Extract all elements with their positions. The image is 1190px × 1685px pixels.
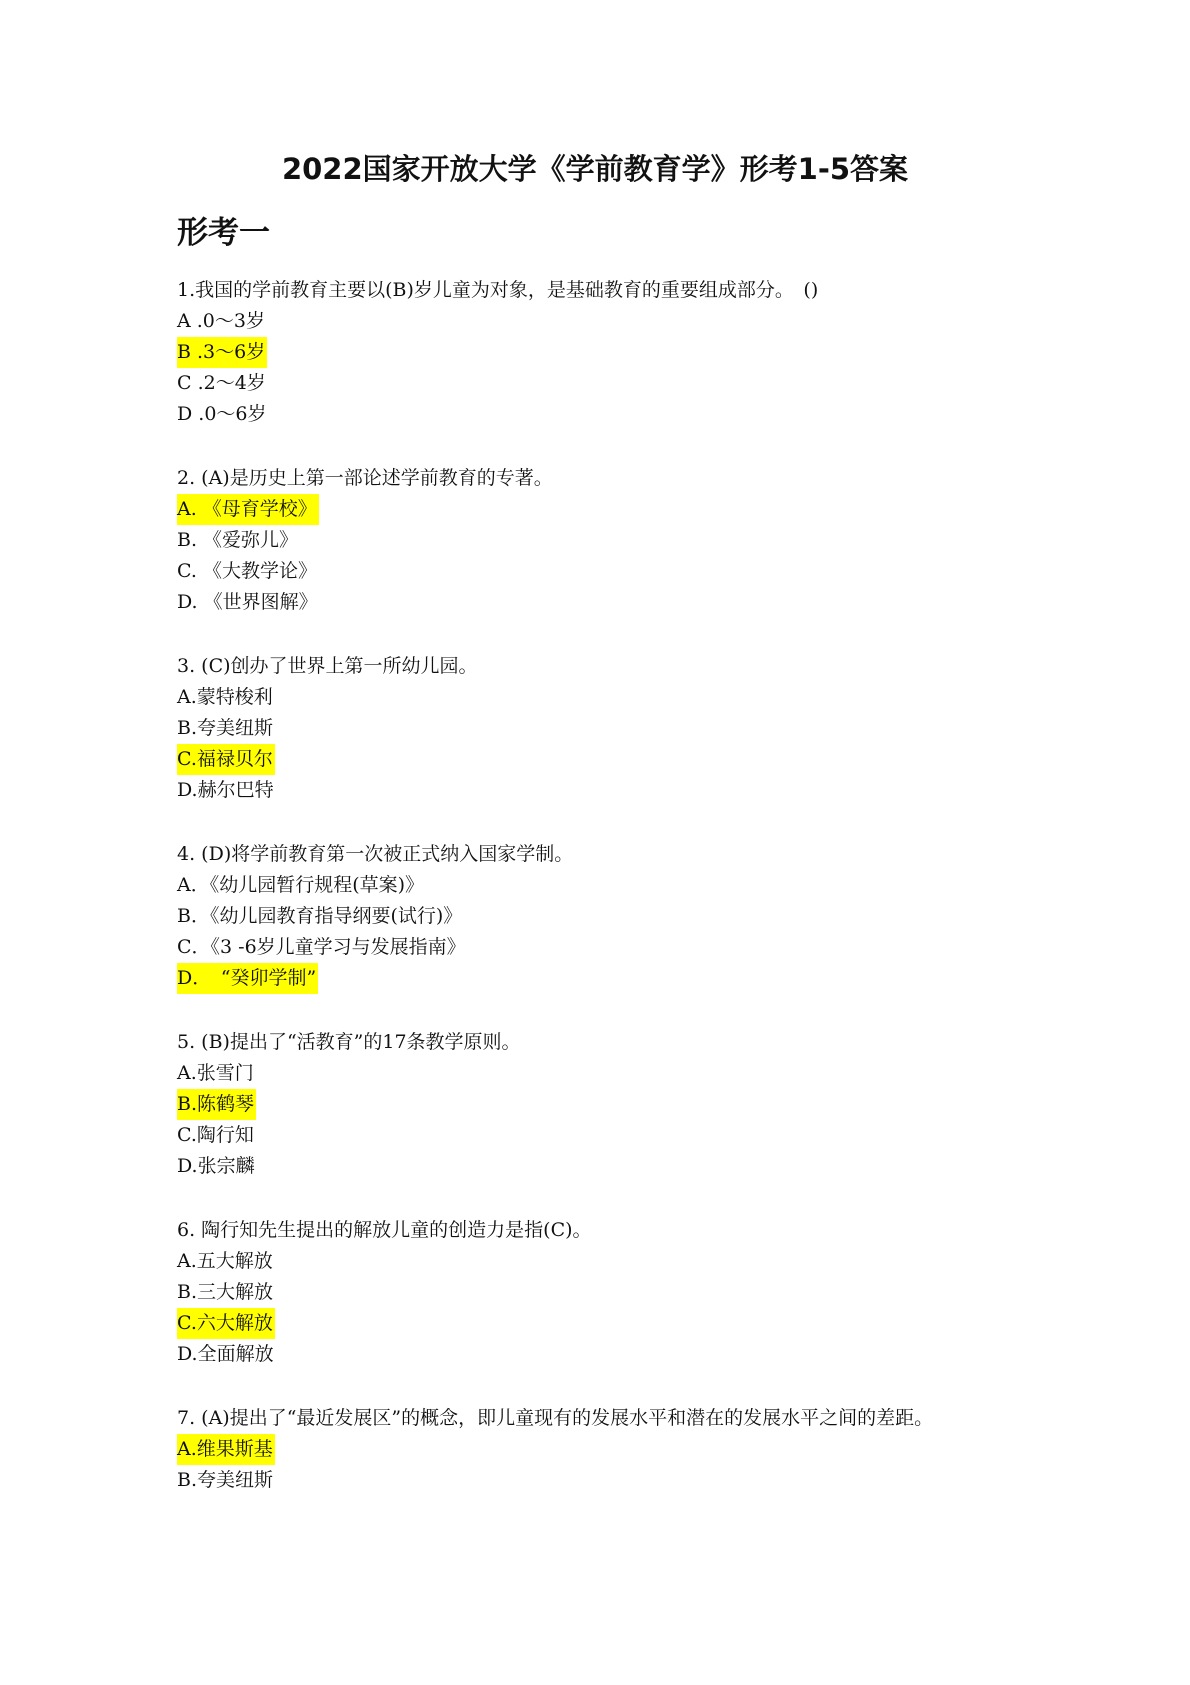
question-stem: 2. (A)是历史上第一部论述学前教育的专著。 — [177, 467, 553, 489]
answer-option — [177, 775, 1027, 806]
answer-option — [177, 932, 1027, 963]
answer-option — [177, 870, 1027, 901]
option-text: D. 《世界图解》 — [177, 591, 318, 613]
option-text: A .0～3岁 — [177, 310, 265, 332]
option-list — [177, 682, 1027, 806]
option-list — [177, 306, 1027, 430]
option-text: D.赫尔巴特 — [177, 779, 274, 801]
option-text: B.夸美纽斯 — [177, 1469, 274, 1491]
option-text: D.全面解放 — [177, 1343, 274, 1365]
answer-option-correct — [177, 494, 1027, 525]
question-stem: 7. (A)提出了“最近发展区”的概念，即儿童现有的发展水平和潜在的发展水平之间的差距。 — [177, 1407, 934, 1429]
answer-option — [177, 682, 1027, 713]
highlighted-answer-text: C.六大解放 — [177, 1308, 275, 1339]
question-stem: 6. 陶行知先生提出的解放儿童的创造力是指(C)。 — [177, 1219, 592, 1241]
option-text: C.陶行知 — [177, 1124, 254, 1146]
answer-option-correct — [177, 1308, 1027, 1339]
answer-option — [177, 1277, 1027, 1308]
highlighted-answer-text: A.维果斯基 — [177, 1434, 275, 1465]
question-block — [177, 839, 1027, 994]
answer-option — [177, 1246, 1027, 1277]
question-block — [177, 463, 1027, 618]
answer-option-correct — [177, 963, 1027, 994]
option-text: A.张雪门 — [177, 1062, 254, 1084]
option-text: A.五大解放 — [177, 1250, 273, 1272]
answer-option — [177, 1120, 1027, 1151]
option-text: B. 《爱弥儿》 — [177, 529, 299, 551]
answer-option — [177, 713, 1027, 744]
answer-option — [177, 368, 1027, 399]
question-stem: 5. (B)提出了“活教育”的17条教学原则。 — [177, 1031, 521, 1053]
option-text: A．《幼儿园暂行规程(草案)》 — [177, 874, 425, 896]
option-text: D.张宗麟 — [177, 1155, 255, 1177]
option-list — [177, 870, 1027, 994]
option-text: C. 《大教学论》 — [177, 560, 317, 582]
highlighted-answer-text: C.福禄贝尔 — [177, 744, 275, 775]
question-block — [177, 1027, 1027, 1182]
answer-option — [177, 525, 1027, 556]
question-block — [177, 651, 1027, 806]
answer-option — [177, 901, 1027, 932]
option-text: A.蒙特梭利 — [177, 686, 273, 708]
question-stem: 4. (D)将学前教育第一次被正式纳入国家学制。 — [177, 843, 574, 865]
answer-option — [177, 587, 1027, 618]
option-text: B.三大解放 — [177, 1281, 274, 1303]
answer-option — [177, 556, 1027, 587]
question-stem: 1.我国的学前教育主要以(B)岁儿童为对象，是基础教育的重要组成部分。 () — [177, 279, 819, 301]
answer-option — [177, 306, 1027, 337]
highlighted-answer-text: B.陈鹤琴 — [177, 1089, 256, 1120]
option-list — [177, 494, 1027, 618]
answer-option — [177, 1465, 1027, 1496]
option-text: D .0～6岁 — [177, 403, 267, 425]
answer-option — [177, 1058, 1027, 1089]
option-list — [177, 1246, 1027, 1370]
option-text: B.夸美纽斯 — [177, 717, 274, 739]
question-list — [177, 275, 1027, 1529]
option-list — [177, 1434, 1027, 1496]
answer-option-correct — [177, 1089, 1027, 1120]
option-text: B．《幼儿园教育指导纲要(试行)》 — [177, 905, 463, 927]
section-heading: 形考一 — [177, 215, 270, 251]
highlighted-answer-text: B .3～6岁 — [177, 337, 267, 368]
answer-option — [177, 399, 1027, 430]
option-text: C．《3 -6岁儿童学习与发展指南》 — [177, 936, 466, 958]
highlighted-answer-text: A. 《母育学校》 — [177, 494, 319, 525]
document-title: 2022国家开放大学《学前教育学》形考1-5答案 — [281, 152, 909, 186]
highlighted-answer-text: D． “癸卯学制” — [177, 963, 318, 994]
question-block — [177, 1215, 1027, 1370]
question-block — [177, 275, 1027, 430]
question-block — [177, 1403, 1027, 1496]
answer-option-correct — [177, 337, 1027, 368]
answer-option-correct — [177, 1434, 1027, 1465]
answer-option — [177, 1339, 1027, 1370]
question-stem: 3. (C)创办了世界上第一所幼儿园。 — [177, 655, 478, 677]
option-list — [177, 1058, 1027, 1182]
answer-option-correct — [177, 744, 1027, 775]
option-text: C .2～4岁 — [177, 372, 266, 394]
answer-option — [177, 1151, 1027, 1182]
